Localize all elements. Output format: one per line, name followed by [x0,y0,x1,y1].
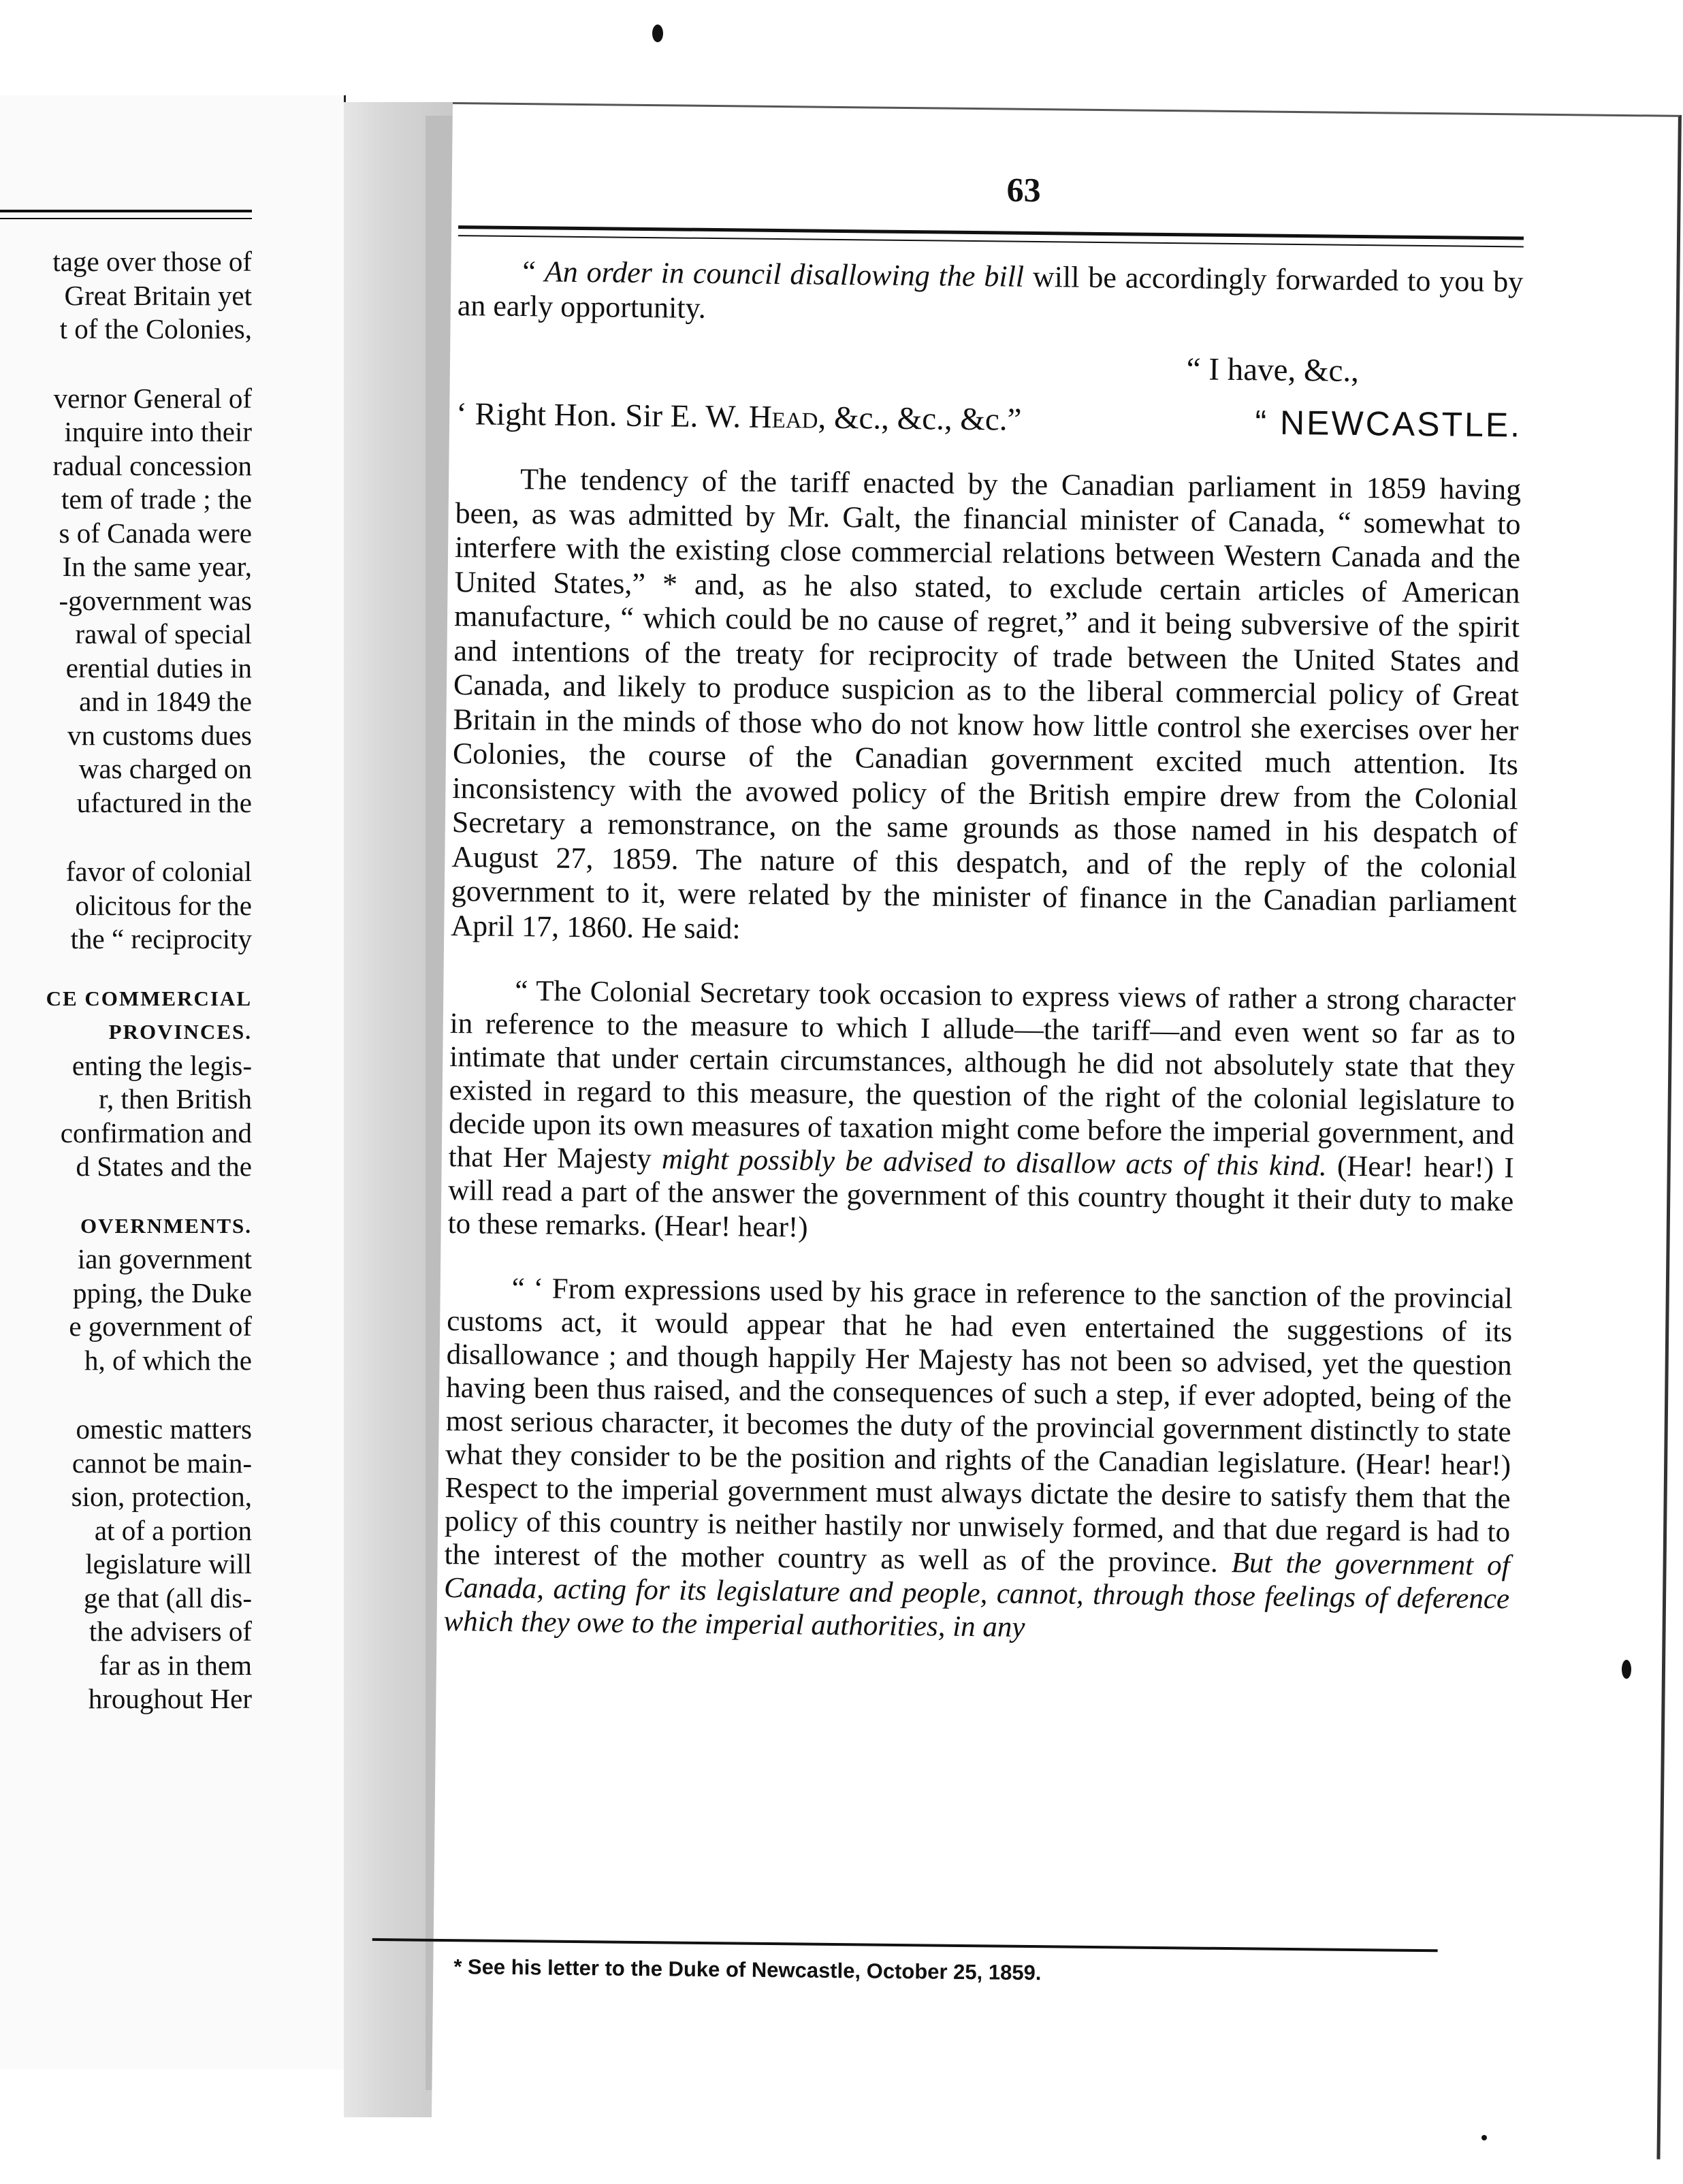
quote-paragraph-2 [443,1271,1513,1649]
left-line: erential duties in [65,652,252,684]
scan-speck [1622,1660,1631,1679]
left-line: the advisers of [89,1616,252,1647]
left-line-gap [0,347,252,382]
left-line: favor of colonial [65,856,252,887]
left-line: far as in them [99,1649,252,1681]
left-line: Great Britain yet [64,279,252,311]
quote1-italic: might possibly be advised to disallow acts of this kind. [661,1143,1328,1183]
left-line-gap [0,1377,252,1413]
scan-speck [1481,2135,1487,2140]
left-line: enting the legis- [71,1049,252,1081]
left-header-rule-thin [0,218,252,219]
left-page-fragment [0,95,346,2070]
left-line: the “ reciprocity [70,923,252,954]
quote1-text: “ The Colonial Secretary took occasion to express views of rather a strong character in reference to the measure to which I allude—the tariff—and even went so far as to intimate that under certain circumstances, although he did not absolutely state that they existed in regard to this measure, the question of the right of the colonial legislature to decide upon its own measures of taxation might come before the imperial government, and that Her Majesty [448,975,1516,1176]
left-line: In the same year, [62,551,252,582]
addressee-text: ‘ Right Hon. Sir E. W. [455,396,750,435]
left-line: t of the Colonies, [59,313,252,344]
left-line: r, then British [99,1083,252,1114]
page-number: 63 [1006,170,1041,210]
left-line: and in 1849 the [79,686,252,717]
left-line: d States and the [76,1151,252,1182]
left-header-rule [0,210,252,212]
footnote-rule [372,1938,1438,1952]
quote-mark: “ [522,255,545,289]
left-line-gap [0,1184,252,1209]
order-text: will be accordingly forwarded to you by an early opportunity. [457,259,1524,325]
left-section-heading: PROVINCES. [108,1020,252,1044]
quote-paragraph-1 [447,974,1516,1251]
left-line: ge that (all dis- [83,1581,252,1613]
left-section-heading: OVERNMENTS. [80,1213,252,1238]
quote2-text: “ ‘ From expressions used by his grace in reference to the sanction of the provincial customs act, it would appear that he had even entertained the suggestions of its disallowance ; and though happily Her Majesty has not been so advised, yet the question having been thus raised, and the consequences of such a step, if ever adopted, being of the most serious character, it becomes the duty of the provincial government distinctly to state what they consider to be the position and rights of the Canadian legislature. (Hear! hear!) Respect to the imperial government must always dictate the desire to satisfy them that the policy of this country is neither hastily nor unwisely formed, and that due regard is had to the interest of the mother country as well as of the province. [444,1272,1513,1579]
left-line: omestic matters [76,1413,252,1445]
left-line: s of Canada were [59,517,252,549]
letter-closing: “ I have, &c., [1186,351,1360,389]
addressee-suffix: , &c., &c., &c.” [818,400,1022,438]
page-body [443,254,1523,1649]
left-line: sion, protection, [71,1481,252,1512]
left-line: hroughout Her [88,1683,252,1714]
order-italic: An order in council disallowing the bill [544,255,1025,293]
left-section-heading: CE COMMERCIAL [46,986,252,1010]
left-line-gap [0,820,252,855]
left-line: h, of which the [84,1344,252,1376]
left-line: cannot be main- [71,1447,252,1479]
left-line: tem of trade ; the [61,483,252,515]
left-line: at of a portion [94,1514,252,1546]
left-line: confirmation and [60,1117,252,1149]
left-line: radual concession [52,449,252,481]
left-line: vernor General of [53,382,252,414]
left-line: rawal of special [75,618,252,649]
addressee [456,397,1022,437]
left-line: tage over those of [52,246,252,277]
main-paragraph: The tendency of the tariff enacted by the Canadian parliament in 1859 having been, as was admitted by Mr. Galt, the financial minister of Canada, “ somewhat to interfere with the existing close commercial relations between Western Canada and the United States,” * and, as he also stated, to exclude certain articles of American manufacture, “ which could be no cause of regret,” and it being subversive of the spirit and intentions of the treaty for reciprocity of trade between the United States and Canada, and likely to produce suspicion as to the liberal commercial policy of Great Britain in the minds of those who do not know how little control she exercises over her Colonies, the course of the Canadian government excited much attention. Its inconsistency with the avowed policy of the British empire drew from the Colonial Secretary a remonstrance, on the same grounds as those named in his despatch of August 27, 1859. The nature of this despatch, and of the reply of the colonial government to it, were related by the minister of finance in the Canadian parliament April 17, 1860. He said: [451,462,1522,945]
scan-speck [652,25,663,42]
order-paragraph [458,254,1524,334]
signature: “ NEWCASTLE. [1255,402,1522,444]
left-line: inquire into their [64,416,252,447]
signature-line [456,397,1522,443]
footnote: * See his letter to the Duke of Newcastle, October 25, 1859. [453,1955,1042,1985]
main-page [432,102,1682,2159]
left-line: pping, the Duke [72,1276,252,1308]
left-line: olicitous for the [75,889,252,921]
left-line-gap [0,957,252,982]
quote2-italic: But the government of Canada, acting for its legislature and people, cannot, through those feelings of deference which they owe to the imperial authorities, in any [443,1547,1510,1643]
left-line: legislature will [85,1548,252,1579]
left-line: vn customs dues [67,719,252,751]
addressee-name: Head [748,399,818,436]
left-line: -government was [59,584,252,616]
left-page-text [0,245,252,1716]
quote1-text-end: (Hear! hear!) I will read a part of the answer the government of this country thought it their duty to make to these remarks. (Hear! hear!) [447,1150,1514,1244]
left-line: was charged on [78,753,252,784]
left-line: ian government [77,1243,252,1274]
left-line: e government of [69,1311,252,1342]
left-line: ufactured in the [76,786,252,818]
